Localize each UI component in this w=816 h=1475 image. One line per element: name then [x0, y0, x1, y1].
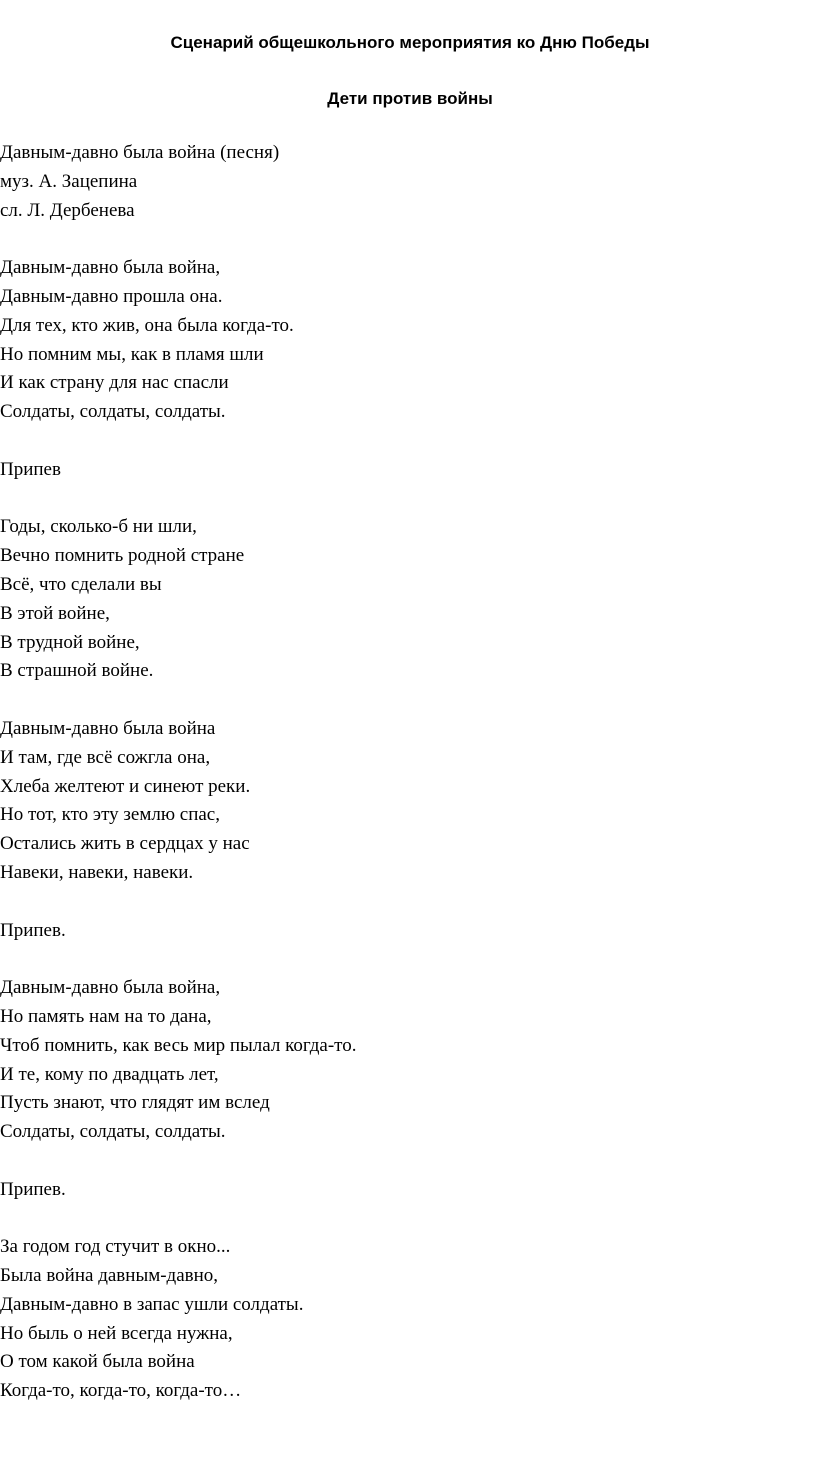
text-line: Припев. — [0, 919, 66, 941]
text-line: Давным-давно была война — [0, 717, 216, 739]
song-lyrics — [0, 139, 356, 1406]
text-line: Годы, сколько-б ни шли, — [0, 516, 197, 538]
text-line: Пусть знают, что глядят им вслед — [0, 1092, 270, 1114]
text-line: Остались жить в сердцах у нас — [0, 833, 250, 855]
text-line: Навеки, навеки, навеки. — [0, 861, 194, 883]
text-line: В трудной войне, — [0, 631, 140, 653]
blank-line — [0, 686, 356, 715]
text-line: Давным-давно была война, — [0, 257, 221, 279]
text-line: муз. А. Зацепина — [0, 170, 138, 192]
text-line: И там, где всё сожгла она, — [0, 746, 211, 768]
blank-line — [0, 1204, 356, 1233]
blank-line — [0, 888, 356, 917]
text-line: Солдаты, солдаты, солдаты. — [0, 1121, 226, 1143]
text-line: Для тех, кто жив, она была когда-то. — [0, 314, 294, 336]
text-line: Припев. — [0, 1178, 66, 1200]
text-line: Всё, что сделали вы — [0, 573, 162, 595]
text-line: Вечно помнить родной стране — [0, 545, 245, 567]
text-line: Давным-давно прошла она. — [0, 285, 223, 307]
text-line: Припев — [0, 458, 61, 480]
blank-line — [0, 1147, 356, 1176]
text-line: Чтоб помнить, как весь мир пылал когда-то. — [0, 1034, 357, 1056]
text-line: Но быль о ней всегда нужна, — [0, 1322, 233, 1344]
document-title: Сценарий общешкольного мероприятия ко Дню Победы — [170, 33, 650, 52]
text-line: Солдаты, солдаты, солдаты. — [0, 401, 226, 423]
text-line: Когда-то, когда-то, когда-то… — [0, 1380, 242, 1402]
text-line: Давным-давно была война, — [0, 977, 221, 999]
document-subtitle: Дети против войны — [327, 89, 493, 108]
blank-line — [0, 945, 356, 974]
text-line: И как страну для нас спасли — [0, 372, 229, 394]
text-line: Давным-давно была война (песня) — [0, 142, 280, 163]
text-line: Но память нам на то дана, — [0, 1005, 212, 1027]
text-line: О том какой была война — [0, 1351, 195, 1373]
blank-line — [0, 485, 356, 514]
text-line: За годом год стучит в окно... — [0, 1236, 231, 1258]
text-line: Давным-давно в запас ушли солдаты. — [0, 1293, 304, 1315]
text-line: Но помним мы, как в пламя шли — [0, 343, 264, 365]
blank-line — [0, 225, 356, 254]
text-line: сл. Л. Дербенева — [0, 199, 135, 221]
text-line: Но тот, кто эту землю спас, — [0, 804, 220, 826]
text-line: В этой войне, — [0, 602, 110, 624]
blank-line — [0, 427, 356, 456]
text-line: Хлеба желтеют и синеют реки. — [0, 775, 251, 797]
text-line: Была война давным-давно, — [0, 1265, 219, 1287]
text-line: И те, кому по двадцать лет, — [0, 1063, 219, 1085]
text-line: В страшной войне. — [0, 660, 154, 682]
